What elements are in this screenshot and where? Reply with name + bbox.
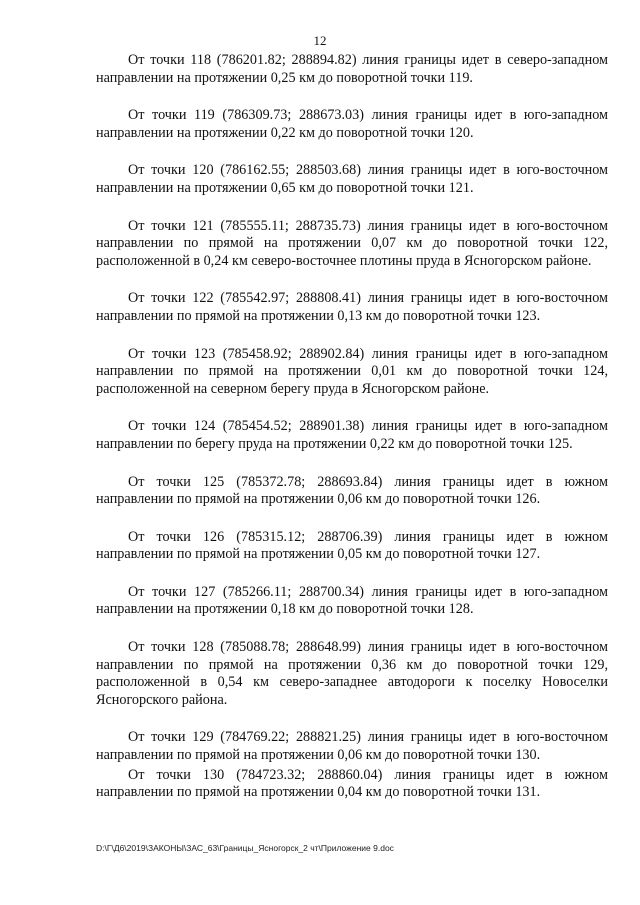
paragraph-point-121: От точки 121 (785555.11; 288735.73) линия границы идет в юго-восточном направлении по прямой на протяжении 0,07 км до поворотной точки 122, расположенной в 0,24 км северо-восточнее плотины пруда в Ясногорском районе. [96, 217, 608, 269]
paragraph-point-124: От точки 124 (785454.52; 288901.38) линия границы идет в юго-западном направлении по берегу пруда на протяжении 0,22 км до поворотной точки 125. [96, 418, 608, 452]
paragraph-point-127: От точки 127 (785266.11; 288700.34) линия границы идет в юго-западном направлении на протяжении 0,18 км до поворотной точки 128. [96, 583, 608, 618]
paragraph-point-119: От точки 119 (786309.73; 288673.03) линия границы идет в юго-западном направлении на протяжении 0,22 км до поворотной точки 120. [96, 107, 608, 141]
paragraph-point-123: От точки 123 (785458.92; 288902.84) линия границы идет в юго-западном направлении по прямой на протяжении 0,01 км до поворотной точки 124, расположенной на северном берегу пруда в Ясногорском районе. [96, 345, 608, 397]
page-number: 12 [313, 33, 327, 48]
paragraph-point-122: От точки 122 (785542.97; 288808.41) линия границы идет в юго-восточном направлении по прямой на протяжении 0,13 км до поворотной точки 123. [96, 290, 608, 324]
paragraph-point-126: От точки 126 (785315.12; 288706.39) линия границы идет в южном направлении по прямой на протяжении 0,05 км до поворотной точки 127. [96, 528, 608, 563]
paragraph-point-128: От точки 128 (785088.78; 288648.99) линия границы идет в юго-восточном направлении по прямой на протяжении 0,36 км до поворотной точки 129, расположенной в 0,54 км северо-западнее автодороги к поселку Новоселки Ясногорского района. [96, 639, 608, 708]
paragraph-point-129: От точки 129 (784769.22; 288821.25) линия границы идет в юго-восточном направлении по прямой на протяжении 0,06 км до поворотной точки 130. [96, 729, 608, 764]
paragraph-point-120: От точки 120 (786162.55; 288503.68) линия границы идет в юго-восточном направлении на протяжении 0,65 км до поворотной точки 121. [96, 162, 608, 196]
footer-file-path: D:\Г\Д6\2019\ЗАКОНЫ\ЗАС_63\Границы_Ясногорск_2 чт\Приложение 9.doc [96, 843, 394, 853]
paragraph-point-118: От точки 118 (786201.82; 288894.82) линия границы идет в северо-западном направлении на протяжении 0,25 км до поворотной точки 119. [96, 52, 608, 86]
paragraph-point-130: От точки 130 (784723.32; 288860.04) линия границы идет в южном направлении по прямой на протяжении 0,04 км до поворотной точки 131. [96, 766, 608, 801]
paragraph-point-125: От точки 125 (785372.78; 288693.84) линия границы идет в южном направлении по прямой на протяжении 0,06 км до поворотной точки 126. [96, 473, 608, 508]
document-body [96, 52, 608, 822]
